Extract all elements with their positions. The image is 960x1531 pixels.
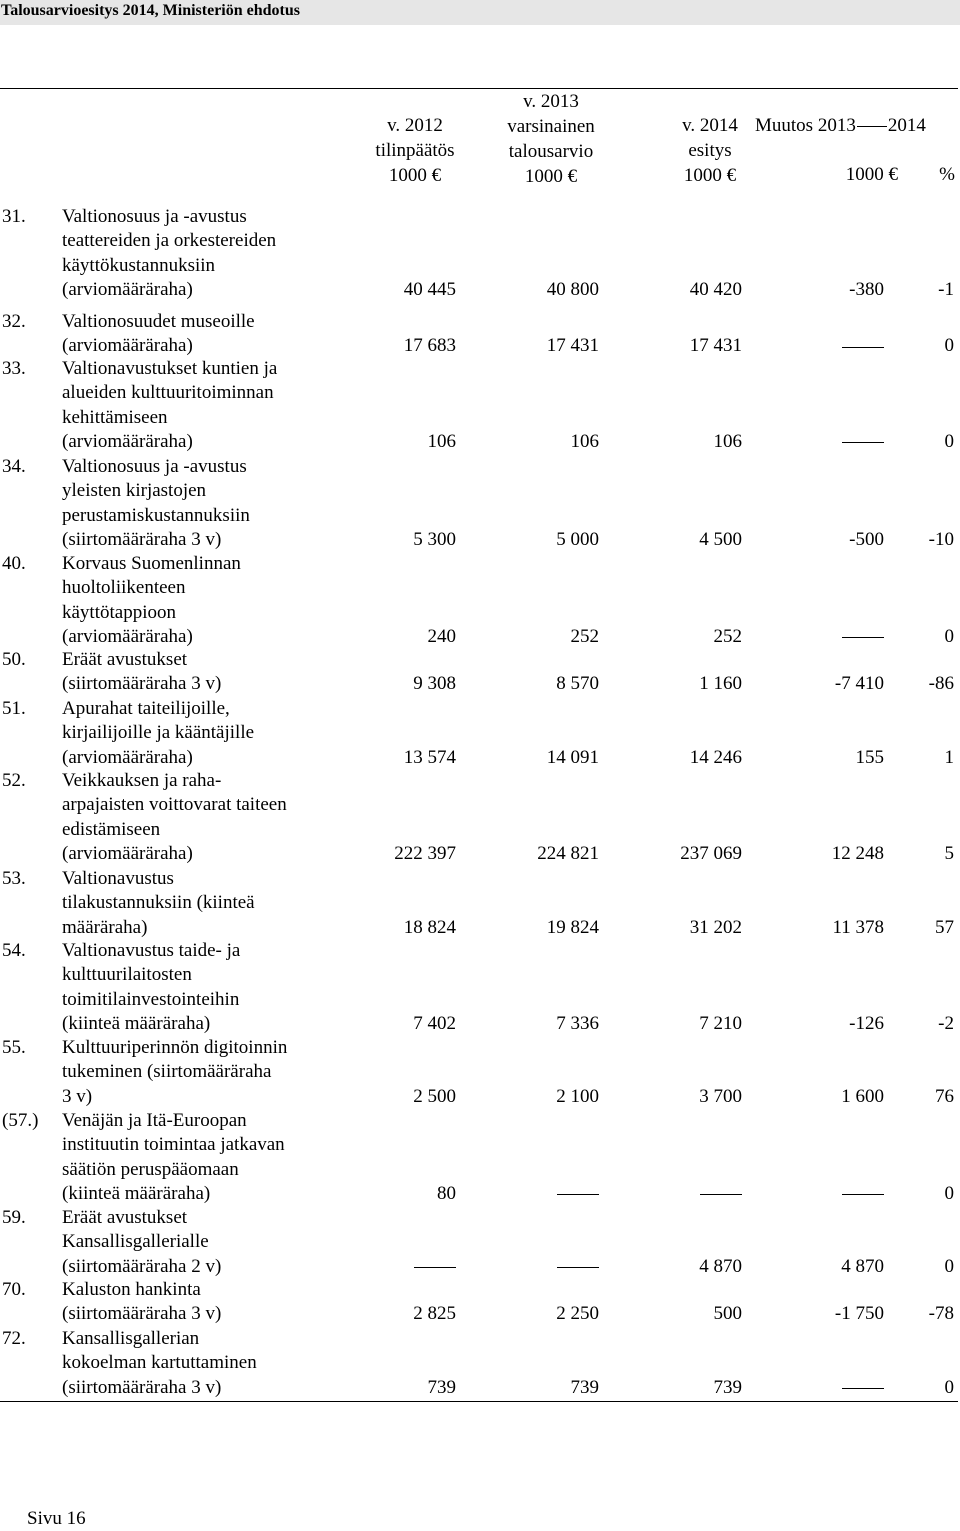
header-change-pct-unit: % (939, 164, 955, 185)
nil-dash (842, 1388, 884, 1389)
value-2013: 19 824 (546, 916, 599, 938)
row-description-line: Kansallisgallerian (62, 1328, 200, 1349)
change-pct: 1 (944, 746, 954, 768)
header-col-2012 (360, 113, 470, 188)
value-2013 (557, 1255, 599, 1279)
table-row (0, 769, 960, 867)
row-number: (57.) (2, 1110, 39, 1131)
row-description (62, 1109, 332, 1207)
value-2012: 40 445 (403, 279, 456, 301)
table-bottom-rule (0, 1401, 958, 1402)
row-description-line: kulttuurilaitosten (62, 964, 192, 986)
row-description-line: Veikkauksen ja raha- (62, 770, 222, 791)
value-2014 (700, 1182, 742, 1206)
change-pct: 0 (944, 335, 954, 357)
row-description (62, 697, 332, 770)
row-description-line: Valtionavustus (62, 868, 174, 889)
row-number: 54. (2, 940, 26, 961)
row-description-line: käyttötappioon (62, 601, 176, 623)
row-description-line: Kaluston hankinta (62, 1279, 201, 1300)
value-2012: 7 402 (413, 1013, 456, 1035)
change-abs (842, 430, 884, 454)
change-pct: -2 (938, 1013, 954, 1035)
row-description-line: (kiinteä määräraha) (62, 1013, 211, 1035)
value-2014: 14 246 (689, 746, 742, 768)
nil-dash (842, 1194, 884, 1195)
change-abs: 4 870 (841, 1255, 884, 1277)
row-description-line: (arviomääräraha) (62, 279, 193, 301)
table-row (0, 552, 960, 650)
row-description-line: (arviomääräraha) (62, 431, 193, 453)
value-2013: 106 (570, 431, 599, 453)
document-title-bar (0, 0, 960, 25)
value-2014: 7 210 (699, 1013, 742, 1035)
table-row (0, 648, 960, 697)
value-2013 (557, 1182, 599, 1206)
row-description-line: kirjailijoille ja kääntäjille (62, 722, 255, 744)
value-2014: 237 069 (680, 843, 742, 865)
header-col-2012-line: v. 2012 (387, 115, 443, 136)
header-col-2012-line: 1000 € (388, 165, 442, 186)
value-2013: 252 (570, 626, 599, 648)
value-2013: 739 (570, 1376, 599, 1398)
table-row (0, 867, 960, 940)
nil-dash (557, 1267, 599, 1268)
row-description-line: arpajaisten voittovarat taiteen (62, 794, 287, 816)
change-pct: -78 (928, 1303, 954, 1325)
header-change-to: 2014 (887, 115, 926, 136)
change-abs: -7 410 (834, 673, 884, 695)
change-pct: 0 (944, 626, 954, 648)
row-description-line: (siirtomääräraha 3 v) (62, 1376, 222, 1398)
row-description-line: säätiön peruspääomaan (62, 1158, 239, 1180)
header-col-2013-line: v. 2013 (523, 91, 579, 112)
row-description-line: Eräät avustukset (62, 649, 188, 670)
row-description (62, 1206, 332, 1279)
row-description (62, 552, 332, 650)
value-2012: 222 397 (394, 843, 456, 865)
row-number: 31. (2, 206, 26, 227)
row-description (62, 939, 332, 1037)
table-row (0, 1036, 960, 1109)
row-description-line: instituutin toimintaa jatkavan (62, 1134, 285, 1156)
header-change-abs-unit: 1000 € (845, 164, 898, 185)
value-2013: 5 000 (556, 529, 599, 551)
change-pct: 5 (944, 843, 954, 865)
row-description-line: toimitilainvestointeihin (62, 988, 240, 1010)
value-2012: 739 (427, 1376, 456, 1398)
row-description (62, 648, 332, 697)
table-row (0, 1109, 960, 1207)
nil-dash (414, 1267, 456, 1268)
header-col-2013 (488, 89, 614, 189)
row-description (62, 1036, 332, 1109)
value-2012: 80 (437, 1183, 456, 1205)
row-number: 53. (2, 868, 26, 889)
table-top-rule (0, 88, 958, 89)
row-description-line: (siirtomääräraha 2 v) (62, 1255, 222, 1277)
row-description-line: (arviomääräraha) (62, 335, 193, 357)
table-row (0, 455, 960, 553)
value-2012: 5 300 (413, 529, 456, 551)
table-row (0, 357, 960, 455)
value-2013: 2 100 (556, 1085, 599, 1107)
header-col-2014 (660, 113, 760, 188)
row-description-line: käyttökustannuksiin (62, 254, 216, 276)
value-2013: 17 431 (546, 335, 599, 357)
table-row (0, 939, 960, 1037)
row-description (62, 455, 332, 553)
value-2014: 252 (713, 626, 742, 648)
value-2014: 4 870 (699, 1255, 742, 1277)
row-description-line: (arviomääräraha) (62, 746, 193, 768)
row-description (62, 867, 332, 940)
row-description-line: tukeminen (siirtomääräraha (62, 1061, 272, 1083)
row-description-line: (siirtomääräraha 3 v) (62, 529, 222, 551)
row-number: 51. (2, 698, 26, 719)
change-pct: 57 (935, 916, 954, 938)
row-description-line: määräraha) (62, 916, 148, 938)
value-2014: 1 160 (699, 673, 742, 695)
value-2013: 40 800 (546, 279, 599, 301)
row-description-line: Venäjän ja Itä-Euroopan (62, 1110, 247, 1131)
table-row (0, 310, 960, 359)
row-number: 40. (2, 553, 26, 574)
nil-dash (700, 1194, 742, 1195)
change-pct: 0 (944, 431, 954, 453)
change-abs (842, 1376, 884, 1400)
change-pct: -10 (928, 529, 954, 551)
value-2014: 3 700 (699, 1085, 742, 1107)
document-title: Talousarvioesitys 2014, Ministeriön ehdotus (1, 2, 300, 19)
value-2013: 14 091 (546, 746, 599, 768)
header-change-label: Muutos (755, 115, 814, 136)
row-description-line: (siirtomääräraha 3 v) (62, 1303, 222, 1325)
header-col-2012-line: tilinpäätös (375, 140, 455, 161)
change-abs (842, 334, 884, 358)
change-pct: 0 (944, 1255, 954, 1277)
row-description-line: perustamiskustannuksiin (62, 504, 250, 526)
value-2012: 13 574 (403, 746, 456, 768)
change-abs: 155 (855, 746, 884, 768)
value-2014: 31 202 (689, 916, 742, 938)
row-description-line: (arviomääräraha) (62, 843, 193, 865)
change-abs (842, 625, 884, 649)
header-col-2013-line: talousarvio (508, 141, 594, 162)
row-number: 33. (2, 358, 26, 379)
row-description-line: Korvaus Suomenlinnan (62, 553, 241, 574)
row-number: 72. (2, 1328, 26, 1349)
row-description-line: Valtionosuus ja -avustus (62, 456, 247, 477)
change-pct: 0 (944, 1376, 954, 1398)
value-2012: 18 824 (403, 916, 456, 938)
row-description (62, 769, 332, 867)
row-description (62, 357, 332, 455)
value-2014: 17 431 (689, 335, 742, 357)
row-description (62, 1327, 332, 1400)
row-description-line: Valtionavustus taide- ja (62, 940, 241, 961)
row-description-line: Valtionavustukset kuntien ja (62, 358, 278, 379)
row-description-line: kehittämiseen (62, 406, 168, 428)
nil-dash (557, 1194, 599, 1195)
row-description-line: 3 v) (62, 1085, 93, 1107)
change-abs: 1 600 (841, 1085, 884, 1107)
row-description-line: (siirtomääräraha 3 v) (62, 673, 222, 695)
table-row (0, 1327, 960, 1400)
nil-dash (842, 442, 884, 443)
header-change (755, 113, 950, 138)
row-number: 70. (2, 1279, 26, 1300)
value-2012: 2 825 (413, 1303, 456, 1325)
value-2014: 739 (713, 1376, 742, 1398)
row-description (62, 310, 332, 359)
value-2012: 9 308 (413, 673, 456, 695)
nil-dash (842, 637, 884, 638)
row-description-line: huoltoliikenteen (62, 577, 186, 599)
row-description (62, 205, 332, 303)
row-description-line: teattereiden ja orkestereiden (62, 230, 277, 252)
row-number: 52. (2, 770, 26, 791)
row-description-line: Valtionosuudet museoille (62, 311, 255, 332)
table-row (0, 1206, 960, 1279)
table-row (0, 205, 960, 303)
row-description-line: (arviomääräraha) (62, 626, 193, 648)
value-2012: 106 (427, 431, 456, 453)
row-description-line: (kiinteä määräraha) (62, 1183, 211, 1205)
value-2013: 224 821 (537, 843, 599, 865)
header-change-from: 2013 (817, 115, 856, 136)
row-description-line: edistämiseen (62, 818, 161, 840)
change-abs: 12 248 (831, 843, 884, 865)
value-2014: 40 420 (689, 279, 742, 301)
header-col-2013-line: 1000 € (524, 166, 578, 187)
row-description-line: Apurahat taiteilijoille, (62, 698, 230, 719)
value-2013: 7 336 (556, 1013, 599, 1035)
row-number: 34. (2, 456, 26, 477)
header-col-2014-line: v. 2014 (682, 115, 738, 136)
value-2013: 8 570 (556, 673, 599, 695)
row-description-line: yleisten kirjastojen (62, 480, 207, 502)
row-number: 55. (2, 1037, 26, 1058)
change-abs: -380 (849, 279, 884, 301)
value-2013: 2 250 (556, 1303, 599, 1325)
header-col-2014-line: esitys (688, 140, 732, 161)
change-pct: -1 (938, 279, 954, 301)
page-number: Sivu 16 (27, 1508, 86, 1529)
row-number: 32. (2, 311, 26, 332)
change-pct: 76 (935, 1085, 954, 1107)
value-2012: 2 500 (413, 1085, 456, 1107)
row-description-line: Valtionosuus ja -avustus (62, 206, 247, 227)
value-2012 (414, 1255, 456, 1279)
row-description-line: kokoelman kartuttaminen (62, 1352, 257, 1374)
row-description-line: Kansallisgallerialle (62, 1231, 209, 1253)
change-pct: 0 (944, 1183, 954, 1205)
change-abs (842, 1182, 884, 1206)
nil-dash (842, 347, 884, 348)
value-2012: 17 683 (403, 335, 456, 357)
value-2014: 4 500 (699, 529, 742, 551)
change-abs: -126 (849, 1013, 884, 1035)
change-pct: -86 (928, 673, 954, 695)
change-abs: -1 750 (834, 1303, 884, 1325)
row-description-line: Kulttuuriperinnön digitoinnin (62, 1037, 288, 1058)
header-col-2013-line: varsinainen (507, 116, 595, 137)
row-description-line: Eräät avustukset (62, 1207, 188, 1228)
header-col-2014-line: 1000 € (683, 165, 737, 186)
header-change-dash (857, 126, 887, 127)
row-description (62, 1278, 332, 1327)
row-description-line: tilakustannuksiin (kiinteä (62, 892, 255, 914)
row-description-line: alueiden kulttuuritoiminnan (62, 382, 274, 404)
change-abs: 11 378 (832, 916, 884, 938)
value-2014: 500 (713, 1303, 742, 1325)
change-abs: -500 (849, 529, 884, 551)
value-2012: 240 (427, 626, 456, 648)
value-2014: 106 (713, 431, 742, 453)
table-row (0, 1278, 960, 1327)
row-number: 59. (2, 1207, 26, 1228)
table-row (0, 697, 960, 770)
row-number: 50. (2, 649, 26, 670)
